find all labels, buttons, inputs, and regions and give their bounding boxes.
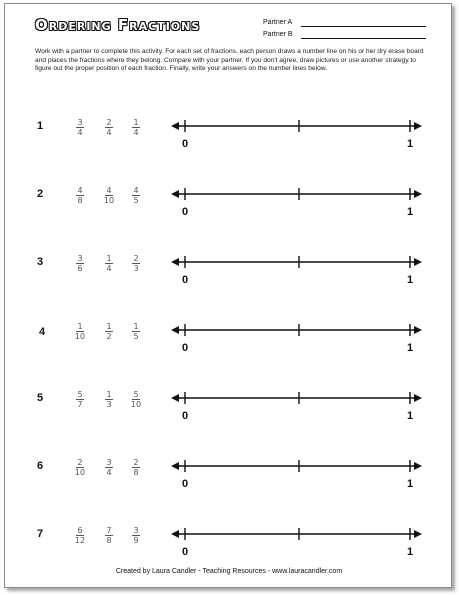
start-label: 0 — [182, 410, 189, 422]
fraction-numerator: 1 — [106, 254, 112, 263]
fraction-numerator: 4 — [133, 186, 139, 195]
number-line — [5, 308, 453, 368]
partner-a-line — [301, 26, 426, 27]
partner-a-label: Partner A — [263, 19, 293, 26]
number-line — [5, 104, 453, 164]
number-line — [5, 172, 453, 232]
number-line — [5, 444, 453, 504]
problem-row — [5, 104, 453, 164]
partner-b-label: Partner B — [263, 31, 293, 38]
right-arrow-icon — [414, 394, 422, 402]
fraction-denominator: 9 — [133, 536, 139, 545]
fraction-denominator: 8 — [106, 536, 112, 545]
fraction-numerator: 1 — [106, 322, 112, 331]
right-arrow-icon — [414, 326, 422, 334]
fraction-numerator: 7 — [106, 526, 112, 535]
fraction-numerator: 5 — [133, 390, 139, 399]
fraction-denominator: 4 — [106, 128, 112, 137]
fraction-numerator: 2 — [106, 118, 112, 127]
fraction-numerator: 1 — [106, 390, 112, 399]
problem-row — [5, 308, 453, 368]
fraction-denominator: 4 — [133, 128, 139, 137]
end-label: 1 — [407, 138, 414, 150]
fraction-denominator: 5 — [133, 196, 139, 205]
fraction-denominator: 10 — [130, 400, 142, 409]
fraction-denominator: 4 — [106, 468, 112, 477]
fraction-numerator: 6 — [77, 526, 83, 535]
problem-number: 7 — [37, 528, 44, 540]
fraction-denominator: 8 — [77, 196, 83, 205]
problem-number: 2 — [37, 188, 44, 200]
partner-b-field — [263, 31, 293, 38]
number-line — [5, 512, 453, 572]
left-arrow-icon — [171, 190, 179, 198]
left-arrow-icon — [171, 462, 179, 470]
problem-number: 1 — [37, 120, 44, 132]
end-label: 1 — [407, 410, 414, 422]
left-arrow-icon — [171, 122, 179, 130]
fraction-denominator: 7 — [77, 400, 83, 409]
fraction-denominator: 3 — [106, 400, 112, 409]
partner-a-field — [263, 19, 292, 26]
fraction-denominator: 8 — [133, 468, 139, 477]
start-label: 0 — [182, 546, 189, 558]
fraction-numerator: 4 — [77, 186, 83, 195]
start-label: 0 — [182, 274, 189, 286]
right-arrow-icon — [414, 258, 422, 266]
right-arrow-icon — [414, 122, 422, 130]
start-label: 0 — [182, 478, 189, 490]
left-arrow-icon — [171, 326, 179, 334]
end-label: 1 — [407, 546, 414, 558]
fraction-numerator: 1 — [77, 322, 83, 331]
problem-number: 4 — [39, 326, 46, 338]
right-arrow-icon — [414, 462, 422, 470]
fraction-numerator: 2 — [133, 254, 139, 263]
worksheet-page — [4, 3, 452, 588]
left-arrow-icon — [171, 258, 179, 266]
fraction-denominator: 2 — [106, 332, 112, 341]
number-line — [5, 376, 453, 436]
footer-credit: Created by Laura Candler - Teaching Resources - www.lauracandler.com — [115, 568, 343, 575]
fraction-numerator: 3 — [106, 458, 112, 467]
fraction-numerator: 5 — [77, 390, 83, 399]
instructions-text: Work with a partner to complete this activity. For each set of fractions, each person draws a number line on his or her dry erase board and places the fractions where they belong. Compare with your partner. If you don't agree, draw pictures or use another strategy to figure out the proper position of each fraction. Finally, write your answers on the number lines below. — [35, 48, 424, 72]
fraction-numerator: 2 — [77, 458, 83, 467]
fraction-denominator: 4 — [77, 128, 83, 137]
fraction-denominator: 4 — [106, 264, 112, 273]
fraction-denominator: 5 — [133, 332, 139, 341]
partner-b-line — [301, 38, 426, 39]
fraction-denominator: 10 — [74, 468, 86, 477]
end-label: 1 — [407, 342, 414, 354]
problem-row — [5, 444, 453, 504]
end-label: 1 — [407, 274, 414, 286]
fraction-denominator: 12 — [74, 536, 86, 545]
left-arrow-icon — [171, 530, 179, 538]
end-label: 1 — [407, 206, 414, 218]
problem-row — [5, 240, 453, 300]
worksheet-title: Ordering Fractions — [35, 16, 201, 34]
fraction-numerator: 3 — [77, 254, 83, 263]
fraction-numerator: 1 — [133, 322, 139, 331]
right-arrow-icon — [414, 530, 422, 538]
right-arrow-icon — [414, 190, 422, 198]
fraction-denominator: 3 — [133, 264, 139, 273]
fraction-denominator: 10 — [74, 332, 86, 341]
number-line — [5, 240, 453, 300]
end-label: 1 — [407, 478, 414, 490]
problem-row — [5, 376, 453, 436]
problem-row — [5, 512, 453, 572]
fraction-numerator: 4 — [106, 186, 112, 195]
start-label: 0 — [182, 342, 189, 354]
problem-row — [5, 172, 453, 232]
fraction-numerator: 1 — [133, 118, 139, 127]
problem-number: 5 — [37, 392, 44, 404]
start-label: 0 — [182, 138, 189, 150]
problem-number: 6 — [37, 460, 44, 472]
fraction-numerator: 3 — [133, 526, 139, 535]
fraction-numerator: 2 — [133, 458, 139, 467]
fraction-numerator: 3 — [77, 118, 83, 127]
fraction-denominator: 6 — [77, 264, 83, 273]
left-arrow-icon — [171, 394, 179, 402]
problem-number: 3 — [37, 256, 44, 268]
start-label: 0 — [182, 206, 189, 218]
fraction-denominator: 10 — [103, 196, 115, 205]
